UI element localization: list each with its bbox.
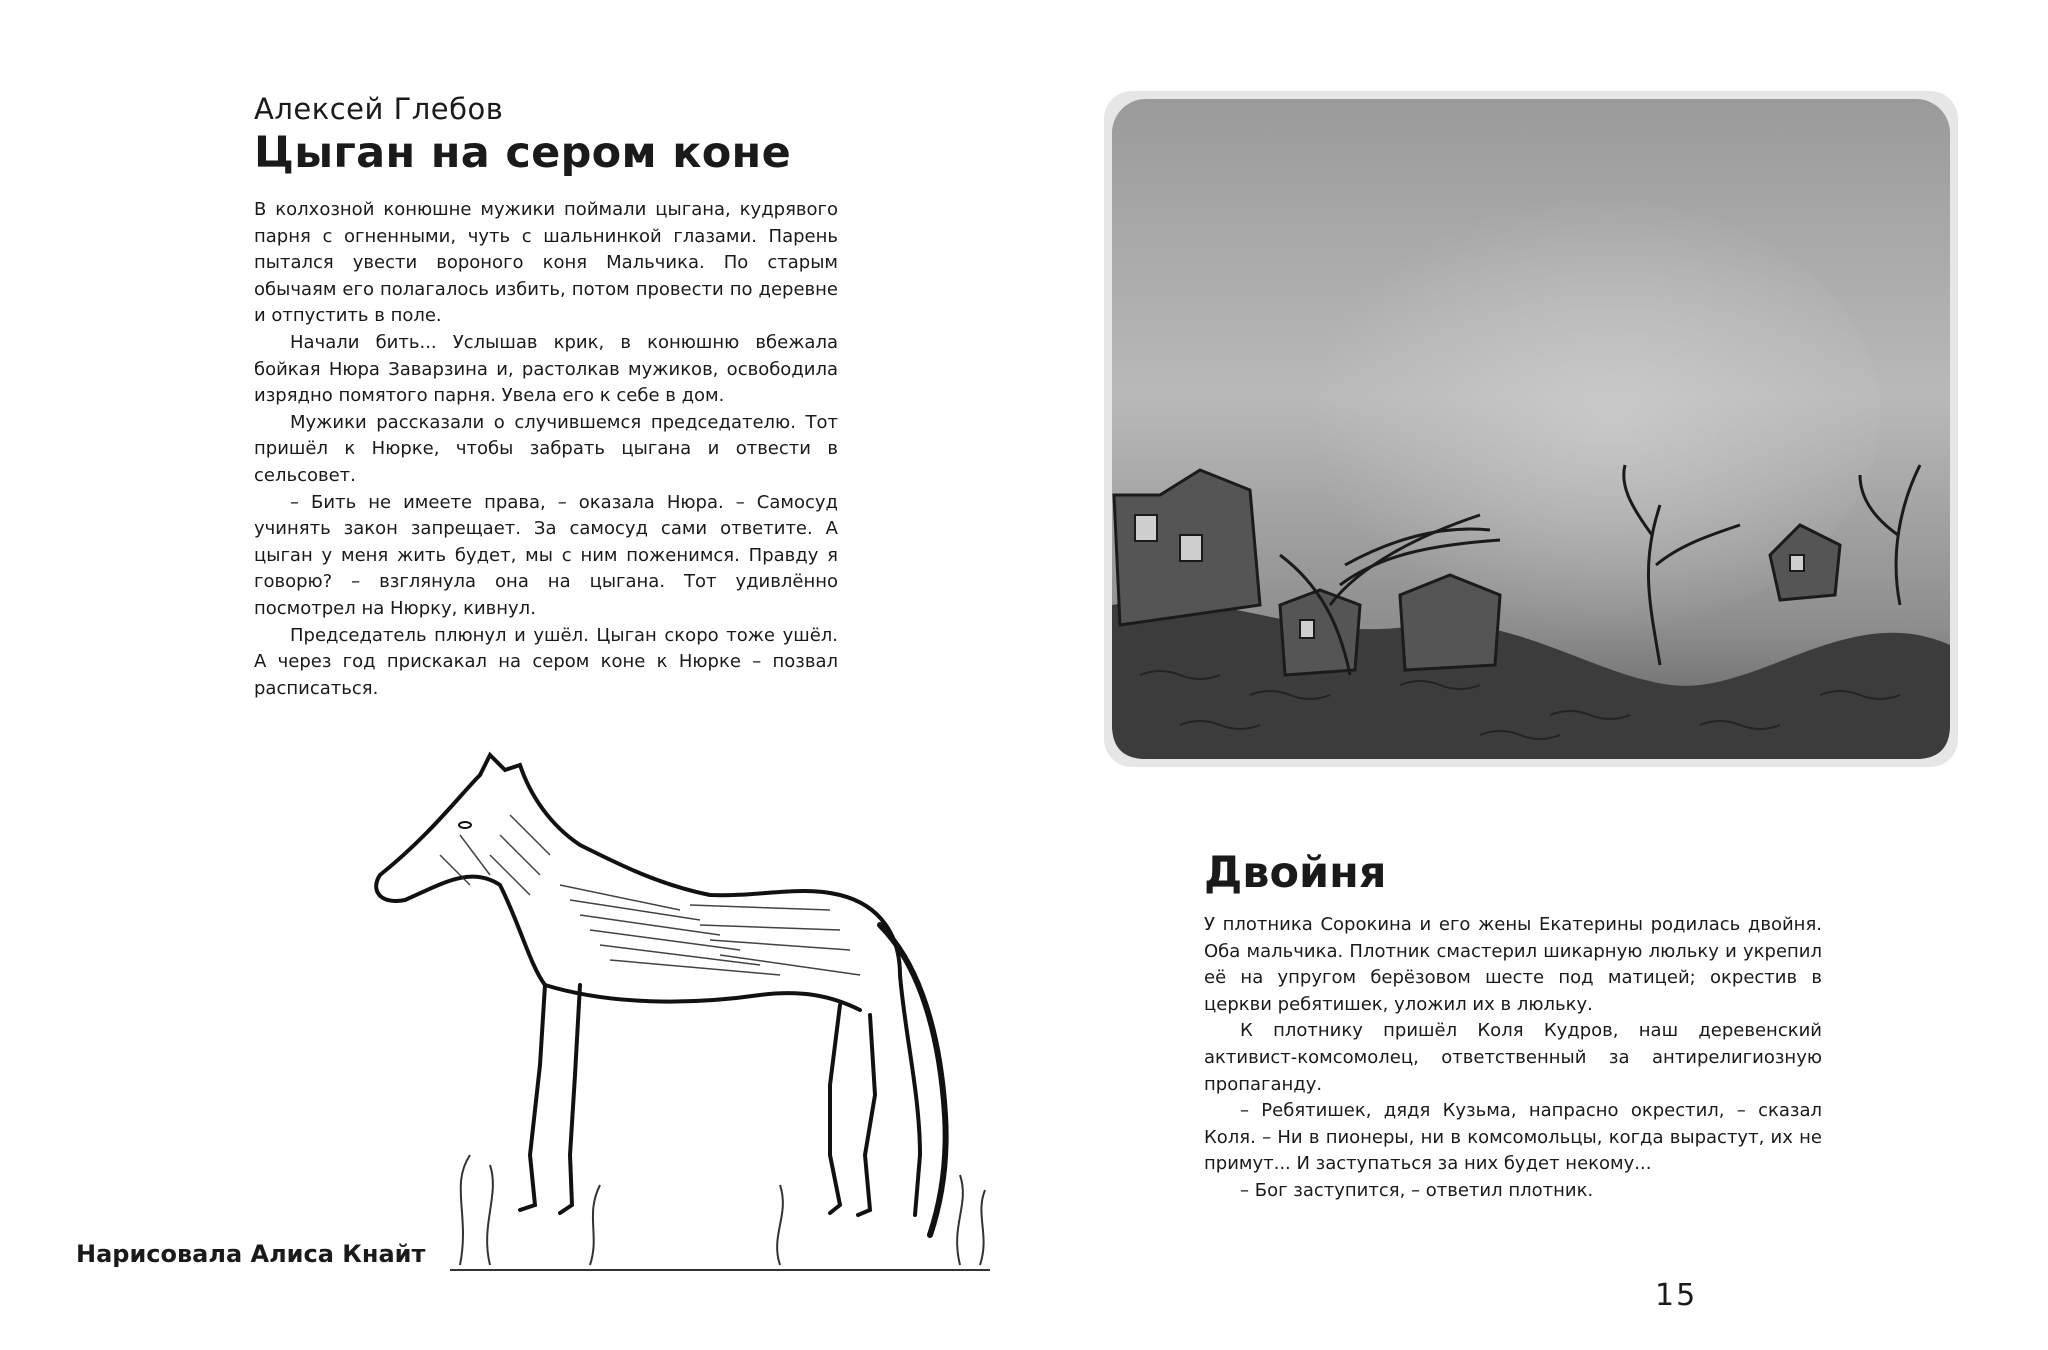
- illustrator-credit: Нарисовала Алиса Кнайт: [76, 1240, 426, 1268]
- author-name: Алексей Глебов: [254, 92, 504, 126]
- story-text: [254, 197, 838, 702]
- story-title: Двойня: [1204, 848, 1387, 898]
- paragraph: В колхозной конюшне мужики поймали цыгана, кудрявого парня с огненными, чуть с шальнинкой глазами. Парень пытался увести вороного коня Мальчика. По старым обычаям его полагалось избить, потом провести по деревне и отпустить в поле.: [254, 199, 838, 327]
- story-text: [1204, 912, 1822, 1205]
- paragraph: К плотнику пришёл Коля Кудров, наш деревенский активист-комсомолец, ответственный за антирелигиозную пропаганду.: [1204, 1020, 1822, 1095]
- paragraph: – Бить не имеете права, – оказала Нюра. – Самосуд учинять закон запрещает. За самосуд сами ответите. А цыган у меня жить будет, мы с ним поженимся. Правду я говорю? – взглянула она на цыгана. Тот удивлённо посмотрел на Нюрку, кивнул.: [254, 491, 838, 619]
- paragraph: Начали бить... Услышав крик, в конюшню вбежала бойкая Нюра Заварзина и, растолкав мужиков, освободила изрядно помятого парня. Увела его к себе в дом.: [254, 331, 838, 407]
- horse-sketch-illustration: [360, 735, 1000, 1275]
- village-storm-illustration: [1100, 85, 1962, 772]
- paragraph: У плотника Сорокина и его жены Екатерины родилась двойня. Оба мальчика. Плотник смастерил шикарную люльку и укрепил её на упругом берёзовом шесте под матицей; окрестив в церкви ребятишек, уложил их в люльку.: [1204, 914, 1822, 1015]
- story-title: Цыган на сером коне: [254, 128, 792, 178]
- paragraph: Мужики рассказали о случившемся председателю. Тот пришёл к Нюрке, чтобы забрать цыгана и отвести в сельсовет.: [254, 411, 838, 486]
- paragraph: – Бог заступится, – ответил плотник.: [1240, 1179, 1594, 1201]
- page-number: 15: [1655, 1278, 1698, 1313]
- paragraph: – Ребятишек, дядя Кузьма, напрасно окрестил, – сказал Коля. – Ни в пионеры, ни в комсомольцы, когда вырастут, их не примут... И заступаться за них будет некому...: [1204, 1100, 1822, 1175]
- paragraph: Председатель плюнул и ушёл. Цыган скоро тоже ушёл. А через год прискакал на сером коне к Нюрке – позвал расписаться.: [254, 624, 838, 699]
